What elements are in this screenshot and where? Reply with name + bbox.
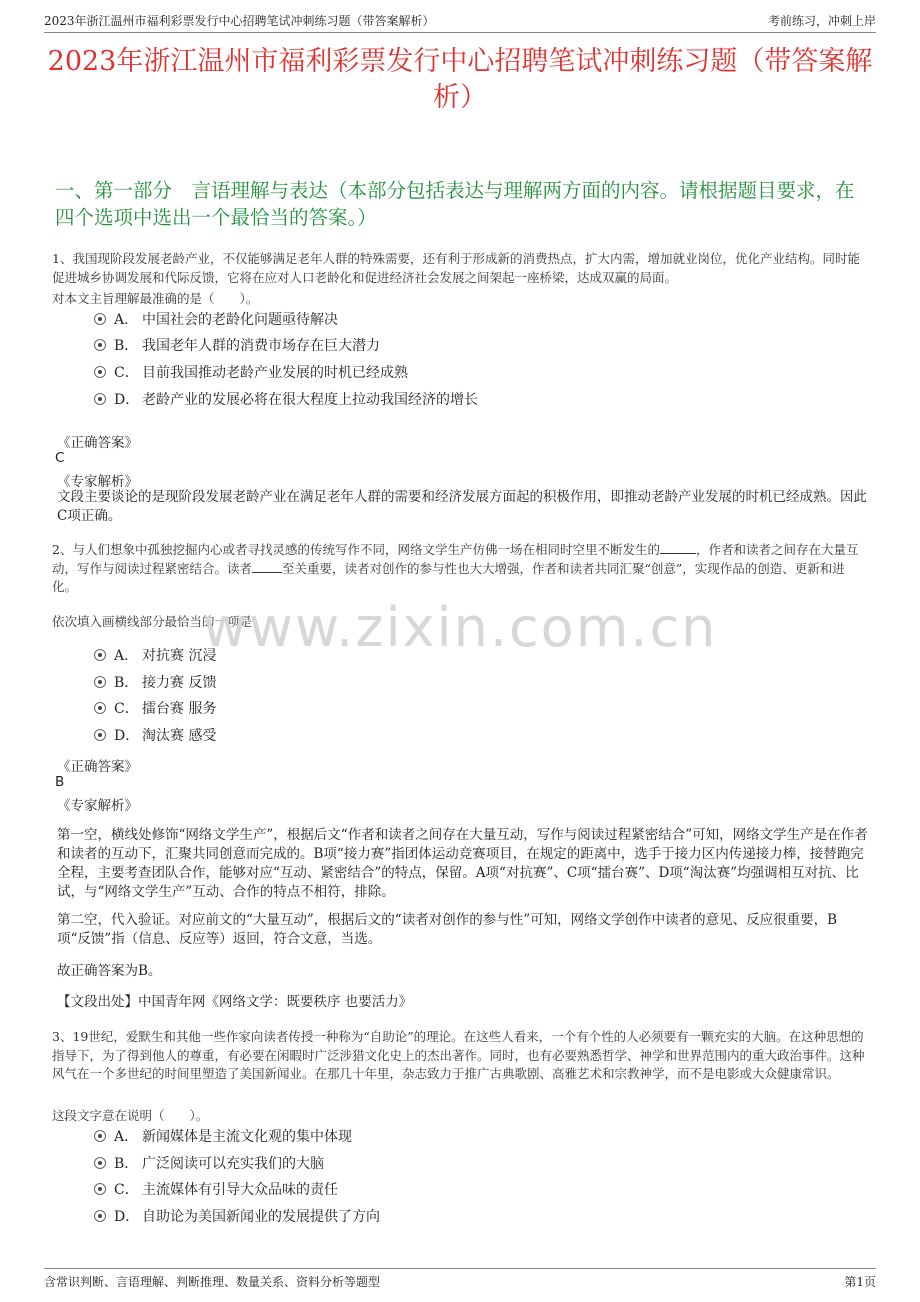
option-key: D． bbox=[114, 728, 140, 744]
question-2-ask: 依次填入画横线部分最恰当的一项是： bbox=[52, 614, 265, 629]
option-text: 中国社会的老龄化问题亟待解决 bbox=[142, 312, 338, 328]
radio-icon[interactable] bbox=[94, 1210, 106, 1222]
page-header bbox=[44, 10, 876, 33]
option-key: C． bbox=[114, 701, 139, 717]
header-title: 2023年浙江温州市福利彩票发行中心招聘笔试冲刺练习题（带答案解析） bbox=[44, 14, 435, 28]
option-text: 接力赛 反馈 bbox=[142, 675, 217, 691]
option-key: B． bbox=[114, 1156, 139, 1172]
question-3-option-d[interactable] bbox=[94, 1208, 380, 1226]
question-1-answer: C bbox=[55, 450, 65, 466]
question-3-ask: 这段文字意在说明（ ）。 bbox=[52, 1108, 209, 1123]
option-key: A． bbox=[114, 1129, 139, 1145]
question-1-option-c[interactable] bbox=[94, 364, 408, 382]
question-2-option-c[interactable] bbox=[94, 700, 216, 718]
option-text: 老龄产业的发展必将在很大程度上拉动我国经济的增长 bbox=[142, 392, 478, 408]
footer-description: 含常识判断、言语理解、判断推理、数量关系、资料分析等题型 bbox=[44, 1275, 381, 1289]
option-text: 淘汰赛 感受 bbox=[142, 728, 217, 744]
option-text: 我国老年人群的消费市场存在巨大潜力 bbox=[142, 338, 380, 354]
question-2-option-b[interactable] bbox=[94, 674, 216, 692]
question-3-option-b[interactable] bbox=[94, 1155, 324, 1173]
page-number: 第1页 bbox=[844, 1275, 876, 1289]
radio-icon[interactable] bbox=[94, 649, 106, 661]
answer-label: 《正确答案》 bbox=[57, 435, 138, 451]
option-key: B． bbox=[114, 338, 139, 354]
radio-icon[interactable] bbox=[94, 339, 106, 351]
option-text: 自助论为美国新闻业的发展提供了方向 bbox=[142, 1209, 380, 1225]
stem-part-1: 2、与人们想象中孤独挖掘内心或者寻找灵感的传统写作不同，网络文学生产仿佛一场在相同时空里不断发生的 bbox=[52, 542, 660, 557]
radio-icon[interactable] bbox=[94, 1183, 106, 1195]
option-text: 新闻媒体是主流文化观的集中体现 bbox=[142, 1129, 352, 1145]
option-key: C． bbox=[114, 1182, 139, 1198]
radio-icon[interactable] bbox=[94, 313, 106, 325]
question-3-stem: 3、19世纪，爱默生和其他一些作家向读者传授一种称为“自助论”的理论。在这些人看来，一个有个性的人必须要有一颗充实的大脑。在这种思想的指导下，为了得到他人的尊重，有必要在闲暇时广泛涉猎文化史上的杰出著作。同时，也有必要熟悉哲学、神学和世界范围内的重大政治事件。这种风气在一个多世纪的时间里塑造了美国新闻业。在那几十年里，杂志致力于推广古典歌剧、高雅艺术和宗教神学，而不是电影或大众健康常识。 bbox=[52, 1029, 865, 1081]
question-2-analysis-1: 第一空，横线处修饰“网络文学生产”，根据后文“作者和读者之间存在大量互动，写作与阅读过程紧密结合”可知，网络文学生产是在作者和读者的互动下，汇聚共同创意而完成的。B项“接力赛”指团体运动竞赛项目，在规定的距离中，选手于接力区内传递接力棒，接替跑完全程，主要考查团队合作，能够对应“互动、紧密结合”的特点，保留。A项“对抗赛”、C项“擂台赛”、D项“淘汰赛”均强调相互对抗、比试，与“网络文学生产”互动、合作的特点不相符，排除。 bbox=[57, 827, 868, 900]
question-3-option-a[interactable] bbox=[94, 1128, 352, 1146]
question-1-stem: 1、我国现阶段发展老龄产业，不仅能够满足老年人群的特殊需要，还有利于形成新的消费热点，扩大内需，增加就业岗位，优化产业结构。同时能促进城乡协调发展和代际反馈，它将在应对人口老龄化和促进经济社会发展之间架起一座桥梁，达成双赢的局面。 bbox=[52, 251, 860, 285]
analysis-label: 《专家解析》 bbox=[57, 798, 138, 814]
blank-2 bbox=[252, 572, 282, 573]
stem-part-2: ，作者和读者之间存在大量互动，写作与阅读过程紧密结合。读者 bbox=[52, 542, 859, 576]
radio-icon[interactable] bbox=[94, 366, 106, 378]
option-key: B． bbox=[114, 675, 139, 691]
option-text: 广泛阅读可以充实我们的大脑 bbox=[142, 1156, 324, 1172]
option-text: 主流媒体有引导大众品味的责任 bbox=[142, 1182, 338, 1198]
answer-label: 《正确答案》 bbox=[57, 759, 138, 775]
option-text: 对抗赛 沉浸 bbox=[142, 648, 217, 664]
page-footer bbox=[44, 1268, 876, 1289]
option-key: C． bbox=[114, 365, 139, 381]
radio-icon[interactable] bbox=[94, 729, 106, 741]
question-2-option-a[interactable] bbox=[94, 647, 216, 665]
analysis-label: 《专家解析》 bbox=[57, 474, 138, 490]
option-key: A． bbox=[114, 648, 139, 664]
question-1-ask: 对本文主旨理解最准确的是（ ）。 bbox=[52, 291, 259, 306]
option-key: A． bbox=[114, 312, 139, 328]
question-2-analysis-2: 第二空，代入验证。对应前文的“大量互动”，根据后文的“读者对创作的参与性”可知，网络文学创作中读者的意见、反应很重要，B项“反馈”指（信息、反应等）返回，符合文意，当选。 bbox=[57, 912, 838, 947]
question-1-option-d[interactable] bbox=[94, 391, 478, 409]
radio-icon[interactable] bbox=[94, 393, 106, 405]
blank-1 bbox=[660, 553, 696, 554]
radio-icon[interactable] bbox=[94, 1157, 106, 1169]
question-2-option-d[interactable] bbox=[94, 727, 216, 745]
question-1-option-a[interactable] bbox=[94, 311, 338, 329]
radio-icon[interactable] bbox=[94, 676, 106, 688]
question-2-analysis-3: 故正确答案为B。 bbox=[57, 963, 162, 979]
question-2-stem bbox=[52, 541, 868, 597]
header-slogan: 考前练习，冲刺上岸 bbox=[767, 14, 876, 28]
section-title: 一、第一部分 言语理解与表达（本部分包括表达与理解两方面的内容。请根据题目要求，在四个选项中选出一个最恰当的答案。） bbox=[55, 179, 855, 229]
question-2-answer: B bbox=[55, 774, 65, 790]
question-1-analysis: 文段主要谈论的是现阶段发展老龄产业在满足老年人群的需要和经济发展方面起的积极作用，即推动老龄产业发展的时机已经成熟。因此C项正确。 bbox=[57, 489, 867, 524]
watermark: www.zixin.com.cn bbox=[202, 596, 718, 659]
document-title: 2023年浙江温州市福利彩票发行中心招聘笔试冲刺练习题（带答案解析） bbox=[47, 46, 873, 113]
option-text: 擂台赛 服务 bbox=[142, 701, 217, 717]
question-3-option-c[interactable] bbox=[94, 1181, 338, 1199]
option-key: D． bbox=[114, 392, 140, 408]
question-1-option-b[interactable] bbox=[94, 337, 380, 355]
radio-icon[interactable] bbox=[94, 702, 106, 714]
option-key: D． bbox=[114, 1209, 140, 1225]
question-2-source: 【文段出处】中国青年网《网络文学：既要秩序 也要活力》 bbox=[57, 994, 413, 1010]
stem-part-3: 至关重要，读者对创作的参与性也大大增强，作者和读者共同汇聚“创意”，实现作品的创造、更新和进化。 bbox=[52, 560, 845, 594]
radio-icon[interactable] bbox=[94, 1130, 106, 1142]
option-text: 目前我国推动老龄产业发展的时机已经成熟 bbox=[142, 365, 408, 381]
